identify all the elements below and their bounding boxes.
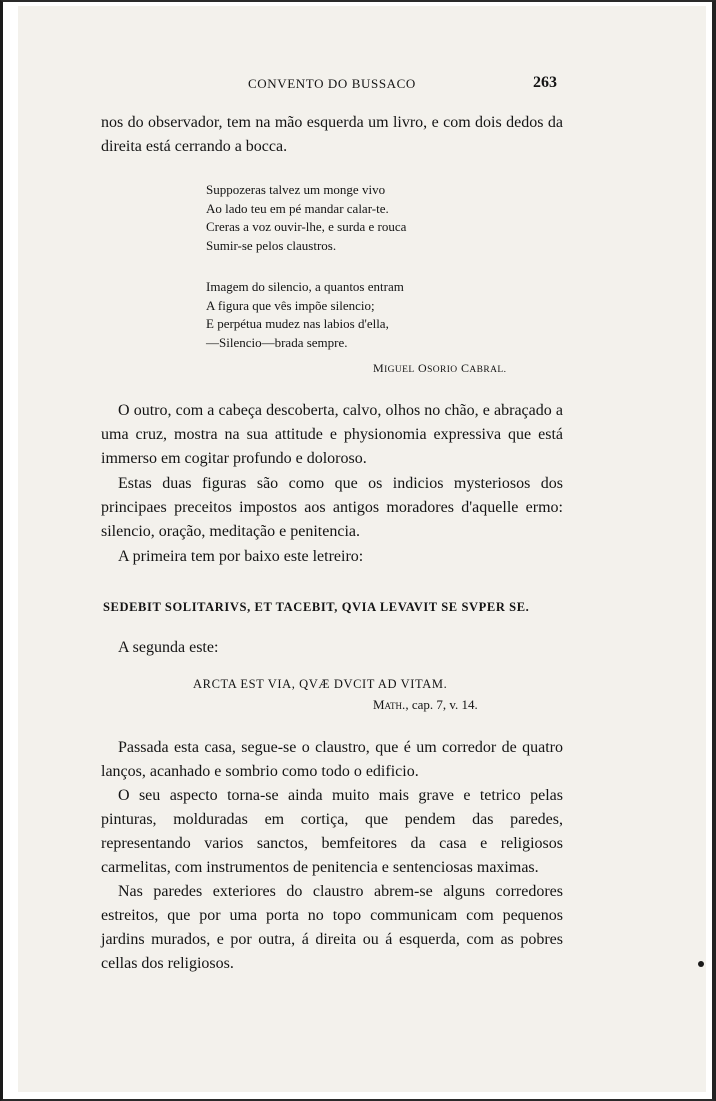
page-header — [18, 76, 706, 96]
page-number: 263 — [533, 74, 557, 91]
inscription-citation: Math., cap. 7, v. 14. — [373, 697, 478, 712]
paragraph: O seu aspecto torna-se ainda muito mais grave e tetrico pelas pinturas, molduradas em cortiça, que pendem das paredes, representando varios sanctos, bemfeitores da casa e religiosos carmelitas, com instrumentos de penitencia e sentenciosas maximas. — [101, 787, 563, 876]
paragraph: nos do observador, tem na mão esquerda um livro, e com dois dedos da direita está cerrando a bocca. — [101, 114, 563, 155]
book-page — [18, 6, 706, 1092]
verse-line: Sumir-se pelos claustros. — [206, 237, 337, 253]
paragraph: Passada esta casa, segue-se o claustro, que é um corredor de quatro lanços, acanhado e sombrio como todo o edificio. — [101, 739, 563, 780]
verse-stanza-1 — [206, 181, 436, 255]
verse-author: MIGUEL OSORIO CABRAL. — [373, 361, 507, 375]
ink-spot — [698, 961, 704, 967]
verse-line: Ao lado teu em pé mandar calar-te. — [206, 200, 389, 216]
paragraph: A segunda este: — [118, 639, 219, 656]
verse-line: Suppozeras talvez um monge vivo — [206, 182, 386, 197]
verse-line: E perpétua mudez nas labios d'ella, — [206, 316, 389, 331]
verse-line: Imagem do silencio, a quantos entram — [206, 279, 404, 294]
paragraph: O outro, com a cabeça descoberta, calvo, olhos no chão, e abraçado a uma cruz, mostra na sua attitude e physionomia expressiva que está immerso em cogitar profundo e doloroso. — [101, 402, 563, 467]
verse-line: A figura que vês impõe silencio; — [206, 297, 375, 313]
running-title: CONVENTO DO BUSSACO — [248, 76, 416, 91]
verse-line: Creras a voz ouvir-lhe, e surda e rouca — [206, 219, 407, 234]
paragraph: Estas duas figuras são como que os indicios mysteriosos dos principaes preceitos impostos aos antigos moradores d'aquelle ermo: silencio, oração, meditação e penitencia. — [101, 475, 563, 540]
paragraph: A primeira tem por baixo este letreiro: — [118, 548, 364, 565]
paragraph: Nas paredes exteriores do claustro abrem-se alguns corredores estreitos, que por uma porta no topo communicam com pequenos jardins murados, e por outra, á direita ou á esquerda, com as pobres cellas dos religiosos. — [101, 883, 563, 972]
latin-inscription-first: SEDEBIT SOLITARIVS, ET TACEBIT, QVIA LEVAVIT SE SVPER SE. — [103, 600, 530, 614]
latin-inscription-second: ARCTA EST VIA, QVÆ DVCIT AD VITAM. — [193, 677, 448, 691]
verse-line: —Silencio—brada sempre. — [206, 334, 348, 350]
verse-stanza-2 — [206, 278, 436, 352]
